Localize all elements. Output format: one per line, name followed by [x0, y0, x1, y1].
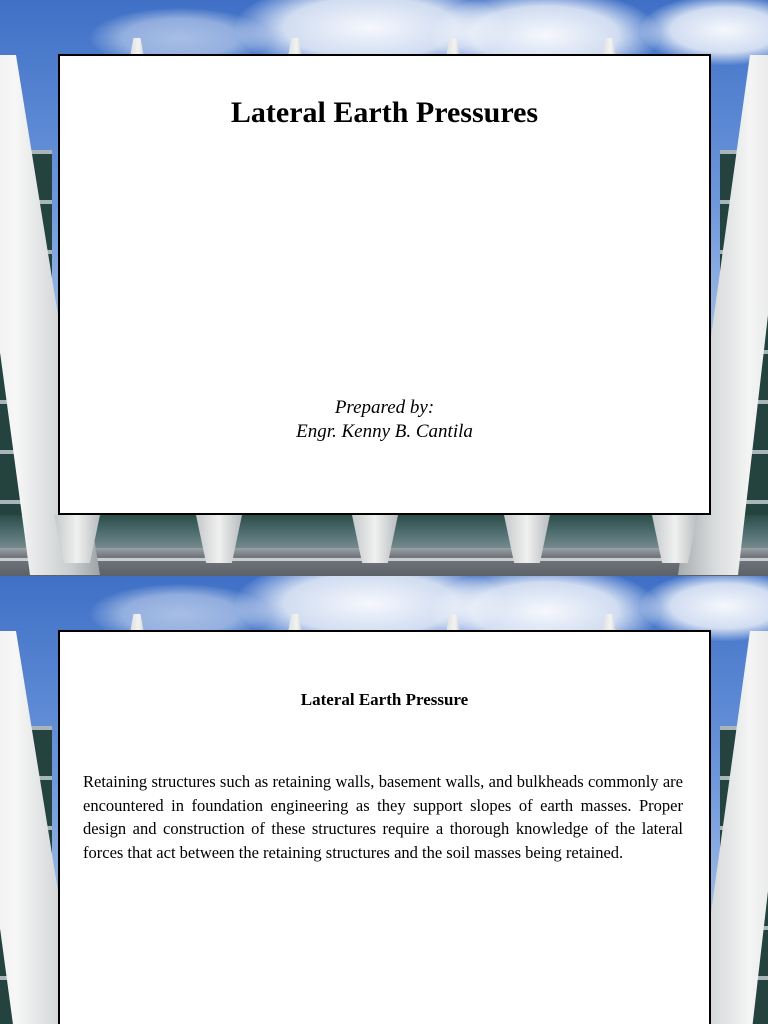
- prepared-by-block: [60, 396, 709, 444]
- slide-2: [0, 576, 768, 1024]
- slide-content-box: [58, 54, 711, 515]
- slide-title: Lateral Earth Pressures: [230, 96, 539, 129]
- slide-heading: Lateral Earth Pressure: [300, 690, 469, 709]
- author-name: Engr. Kenny B. Cantila: [296, 421, 473, 442]
- slide-content-box: [58, 630, 711, 1024]
- prepared-by-label: Prepared by:: [334, 397, 435, 418]
- slide-body-paragraph: Retaining structures such as retaining walls, basement walls, and bulkheads commonly are encountered in foundation engineering as they support slopes of earth masses. Proper design and construction of these structures require a thorough knowledge of the lateral forces that act between the retaining structures and the soil masses being retained.: [83, 772, 683, 862]
